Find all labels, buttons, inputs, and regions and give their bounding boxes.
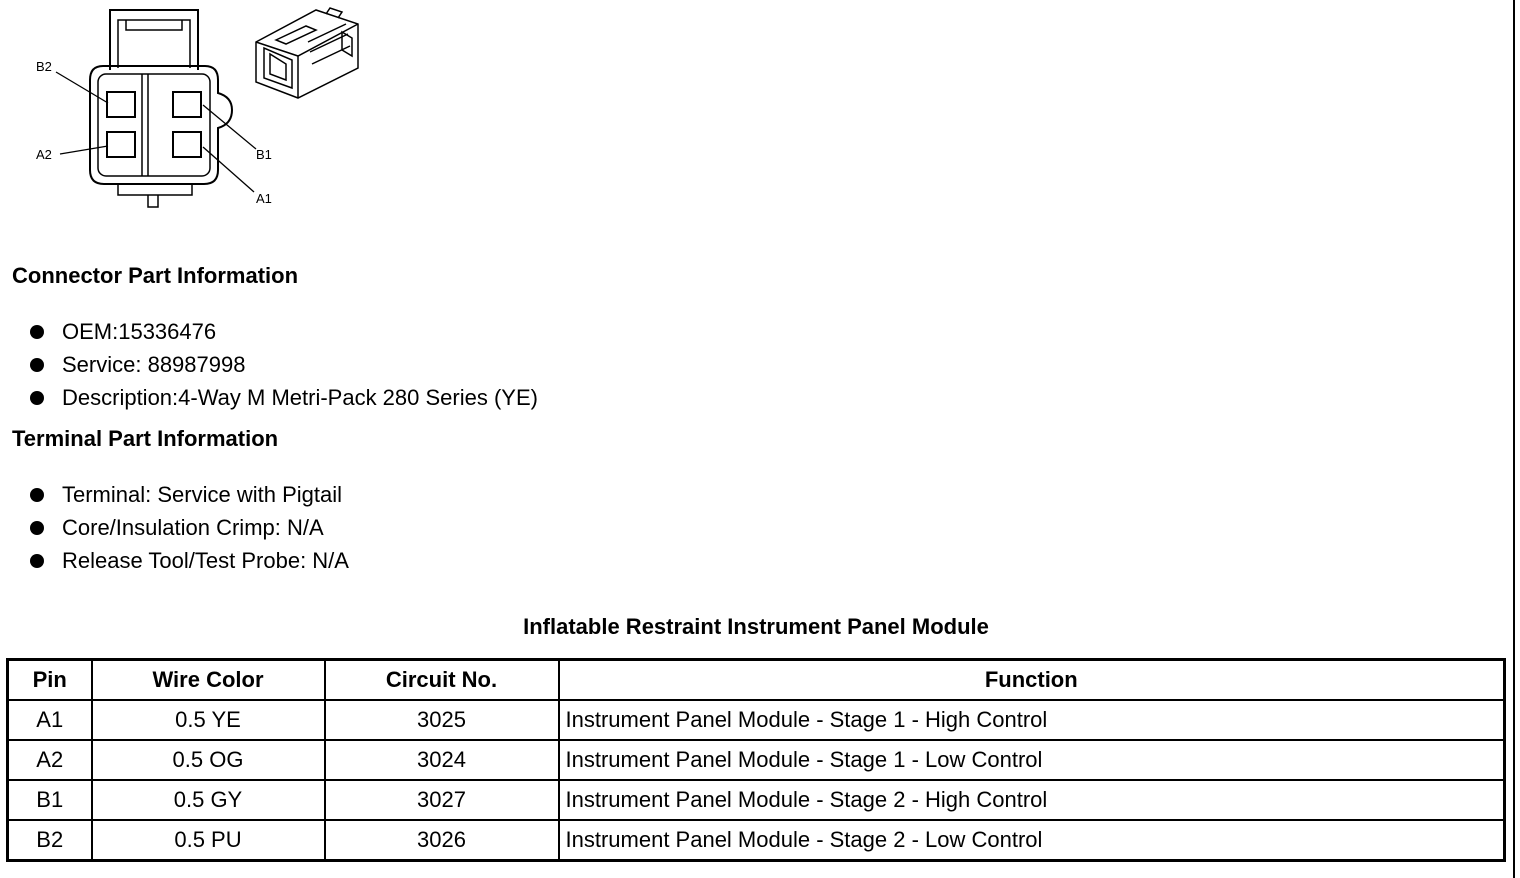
table-row	[8, 780, 1505, 820]
pin-label-a2: A2	[36, 147, 52, 162]
header-function: Function	[559, 660, 1505, 701]
cell-wire-color: 0.5 OG	[92, 740, 325, 780]
list-item: Service: 88987998	[28, 348, 538, 381]
pin-label-b1: B1	[256, 147, 272, 162]
cell-pin: A1	[8, 700, 92, 740]
terminal-part-list	[28, 478, 349, 577]
bullet-icon	[30, 554, 44, 568]
cell-wire-color: 0.5 GY	[92, 780, 325, 820]
cell-circuit: 3024	[325, 740, 559, 780]
connector-part-heading: Connector Part Information	[12, 263, 299, 288]
pin-table	[6, 658, 1506, 862]
connector-part-list	[28, 315, 538, 414]
header-pin: Pin	[8, 660, 92, 701]
list-item: Terminal: Service with Pigtail	[28, 478, 349, 511]
bullet-icon	[30, 391, 44, 405]
terminal-part-heading: Terminal Part Information	[12, 426, 279, 451]
list-item: Description:4-Way M Metri-Pack 280 Series (YE)	[28, 381, 538, 414]
bullet-icon	[30, 358, 44, 372]
table-row	[8, 700, 1505, 740]
table-row	[8, 740, 1505, 780]
bullet-icon	[30, 325, 44, 339]
connector-isometric-illustration	[246, 2, 366, 102]
table-header-row	[8, 660, 1505, 701]
bullet-icon	[30, 521, 44, 535]
cell-circuit: 3025	[325, 700, 559, 740]
header-circuit: Circuit No.	[325, 660, 559, 701]
pin-label-a1: A1	[256, 191, 272, 206]
header-wire-color: Wire Color	[92, 660, 325, 701]
cell-pin: B2	[8, 820, 92, 861]
page-right-border	[1513, 0, 1515, 878]
table-title: Inflatable Restraint Instrument Panel Module	[523, 614, 989, 639]
list-item: Core/Insulation Crimp: N/A	[28, 511, 349, 544]
cell-wire-color: 0.5 PU	[92, 820, 325, 861]
list-item: OEM:15336476	[28, 315, 538, 348]
cell-pin: A2	[8, 740, 92, 780]
cell-pin: B1	[8, 780, 92, 820]
cell-wire-color: 0.5 YE	[92, 700, 325, 740]
bullet-icon	[30, 488, 44, 502]
cell-circuit: 3026	[325, 820, 559, 861]
cell-function: Instrument Panel Module - Stage 2 - Low Control	[559, 820, 1505, 861]
cell-circuit: 3027	[325, 780, 559, 820]
cell-function: Instrument Panel Module - Stage 2 - High Control	[559, 780, 1505, 820]
pin-label-b2: B2	[36, 59, 52, 74]
table-row	[8, 820, 1505, 861]
cell-function: Instrument Panel Module - Stage 1 - High Control	[559, 700, 1505, 740]
cell-function: Instrument Panel Module - Stage 1 - Low Control	[559, 740, 1505, 780]
list-item: Release Tool/Test Probe: N/A	[28, 544, 349, 577]
